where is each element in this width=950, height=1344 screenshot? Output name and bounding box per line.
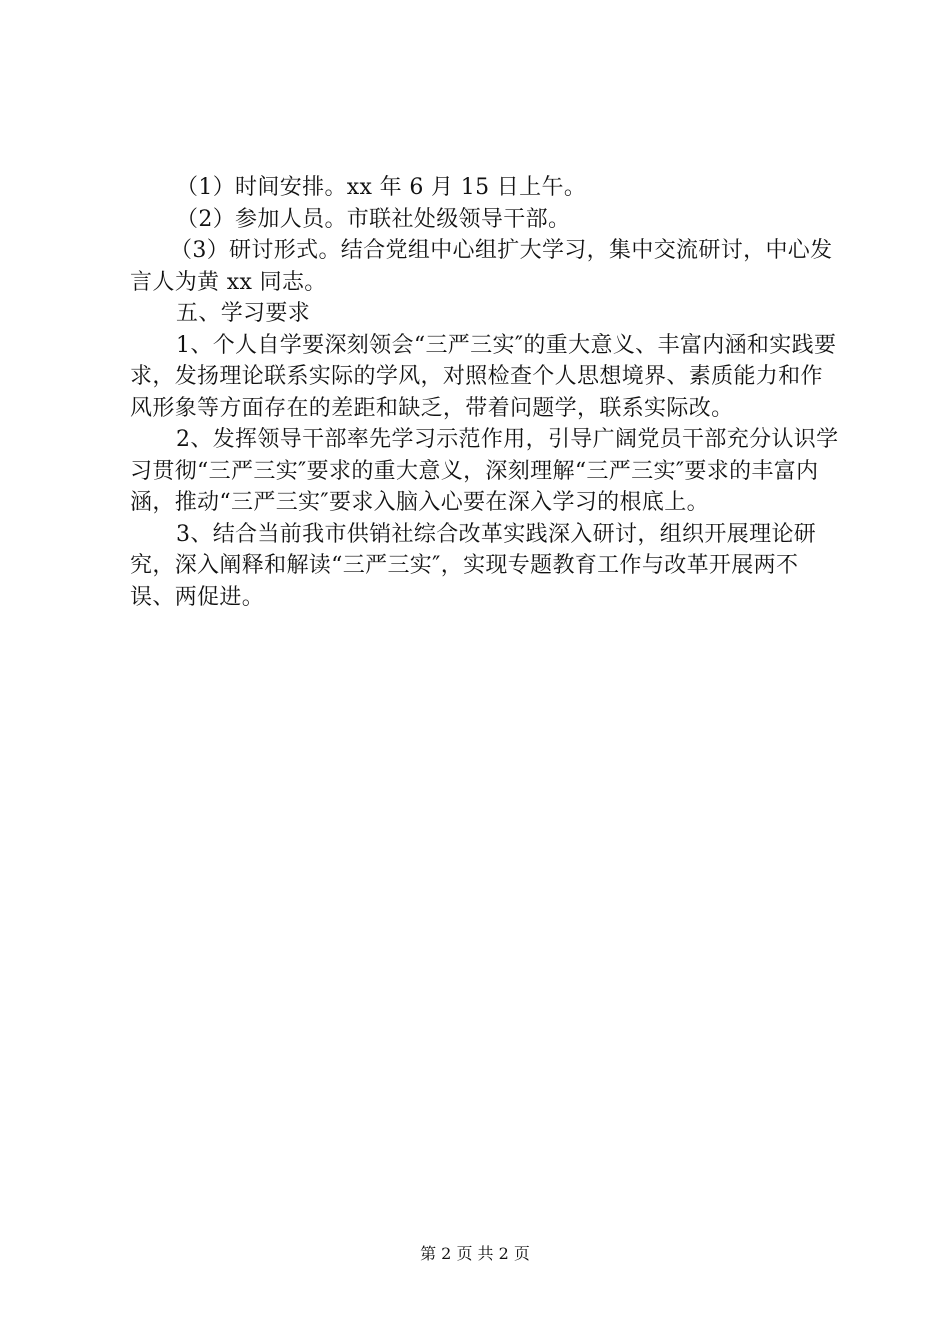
document-body <box>130 172 842 613</box>
paragraph-discussion-format: （3）研讨形式。结合党组中心组扩大学习，集中交流研讨，中心发言人为黄 xx 同志。 <box>130 238 833 295</box>
paragraph-requirement-1: 1、个人自学要深刻领会“三严三实″的重大意义、丰富内涵和实践要求，发扬理论联系实际的学风，对照检查个人思想境界、素质能力和作风形象等方面存在的差距和缺乏，带着问题学，联系实际改。 <box>130 332 837 421</box>
section-heading-study-requirements: 五、学习要求 <box>176 301 311 326</box>
page-number-footer: 第 2 页 共 2 页 <box>420 1244 530 1263</box>
paragraph-requirement-2: 2、发挥领导干部率先学习示范作用，引导广阔党员干部充分认识学习贯彻“三严三实″要求的重大意义，深刻理解“三严三实″要求的丰富内涵，推动“三严三实″要求入脑入心要在深入学习的根底上。 <box>130 427 839 515</box>
paragraph-time-arrangement: （1）时间安排。xx 年 6 月 15 日上午。 <box>176 175 587 200</box>
paragraph-requirement-3: 3、结合当前我市供销社综合改革实践深入研讨，组织开展理论研究，深入阐释和解读“三严三实″，实现专题教育工作与改革开展两不误、两促进。 <box>130 521 817 610</box>
paragraph-participants: （2）参加人员。市联社处级领导干部。 <box>176 206 571 232</box>
